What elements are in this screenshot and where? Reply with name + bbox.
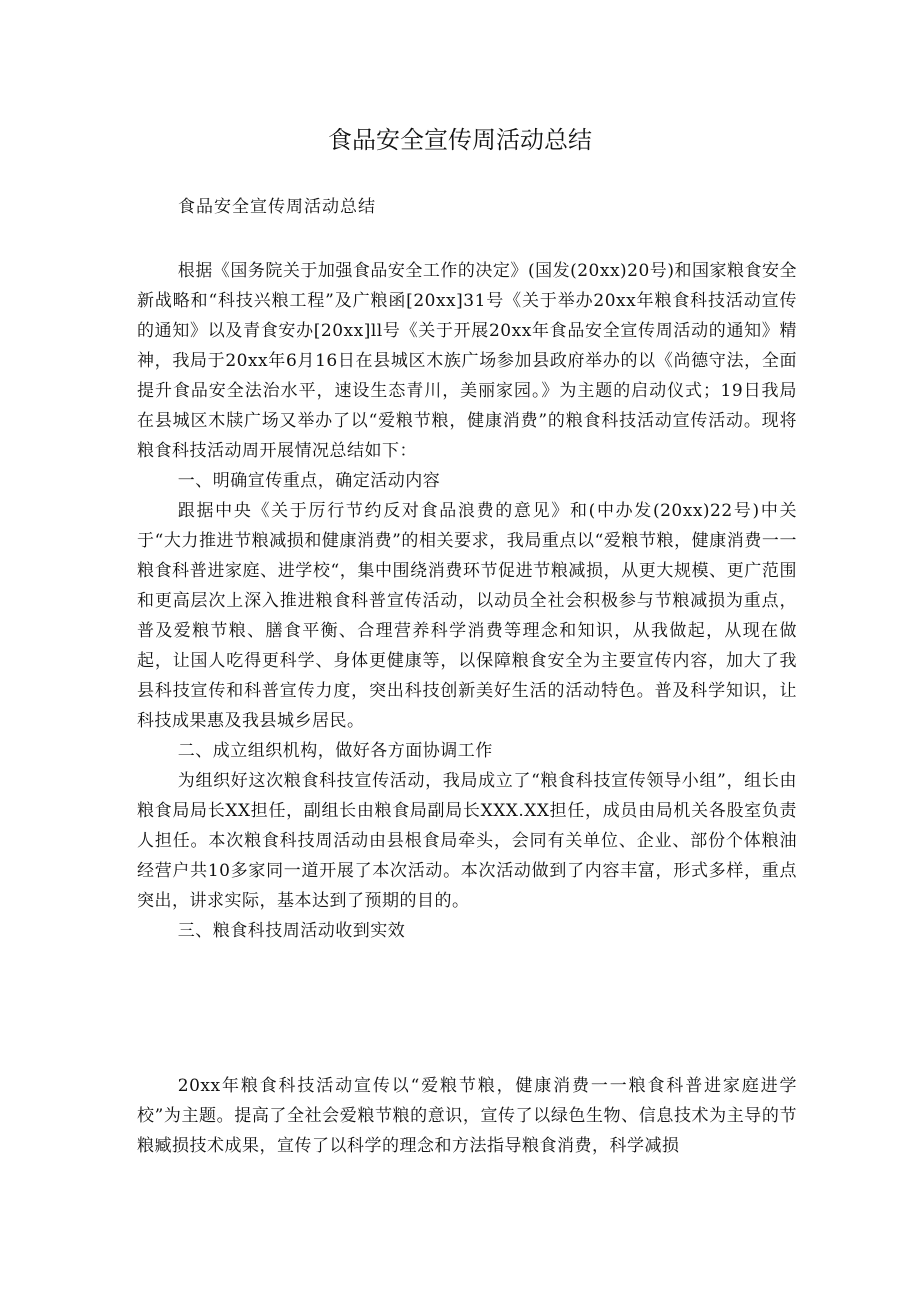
section-heading-2: 二、成立组织机构，做好各方面协调工作	[177, 741, 493, 761]
section-heading-3: 三、粮食科技周活动收到实效	[177, 921, 406, 941]
paragraph-section-1: 跟据中央《关于厉行节约反对食品浪费的意见》和(中办发(20xx)22号)中关于“大力推进节粮减损和健康消费”的相关要求，我局重点以“爱粮节粮，健康消费一一粮食科普进家庭、进学校“，集中围绕消费环节促进节粮减损，从更大规模、更广范围和更高层次上深入推进粮食科普宣传活动，以动员全社会积极参与节粮减损为重点，普及爱粮节粮、膳食平衡、合理营养科学消费等理念和知识，从我做起，从现在做起，让国人吃得更科学、身体更健康等，以保障粮食安全为主要宣传内容，加大了我县科技宣传和科普宣传力度，突出科技创新美好生活的活动特色。普及科学知识，让科技成果惠及我县城乡居民。	[137, 501, 797, 731]
paragraph-section-2: 为组织好这次粮食科技宣传活动，我局成立了“粮食科技宣传领导小组”，组长由粮食局局长XX担任，副组长由粮食局副局长XXX.XX担任，成员由局机关各股室负责人担任。本次粮食科技周活动由县根食局牵头，会同有关单位、企业、部份个体粮油经营户共10多家同一道开展了本次活动。本次活动做到了内容丰富，形式多样，重点突出，讲求实际，基本达到了预期的目的。	[137, 771, 797, 911]
paragraph-intro: 根据《国务院关于加强食品安全工作的决定》(国发(20xx)20号)和国家粮食安全新战略和“科技兴粮工程”及广粮函[20xx]31号《关于举办20xx年粮食科技活动宣传的通知》以及青食安办[20xx]ll号《关于开展20xx年食品安全宣传周活动的通知》精神，我局于20xx年6月16日在县城区木族广场参加县政府举办的以《尚德守法，全面提升食品安全法治水平，速设生态青川，美丽家园。》为主题的启动仪式；19日我局在县城区木牍广场又举办了以“爱粮节粮，健康消费”的粮食科技活动宣传活动。现将粮食科技活动周开展情况总结如下：	[137, 261, 797, 461]
section-heading-1: 一、明确宣传重点，确定活动内容	[177, 471, 441, 491]
paragraph-section-3: 20xx年粮食科技活动宣传以“爱粮节粮，健康消费一一粮食科普进家庭进学校”为主题。提高了全社会爱粮节粮的意识，宣传了以绿色生物、信息技术为主导的节粮臧损技术成果，宣传了以科学的理念和方法指导粮食消费，科学减损	[137, 1076, 797, 1156]
document-subtitle: 食品安全宣传周活动总结	[178, 197, 376, 217]
body-text-block-2	[137, 1071, 797, 1161]
document-title: 食品安全宣传周活动总结	[328, 126, 592, 154]
body-text-block-1	[137, 256, 797, 946]
